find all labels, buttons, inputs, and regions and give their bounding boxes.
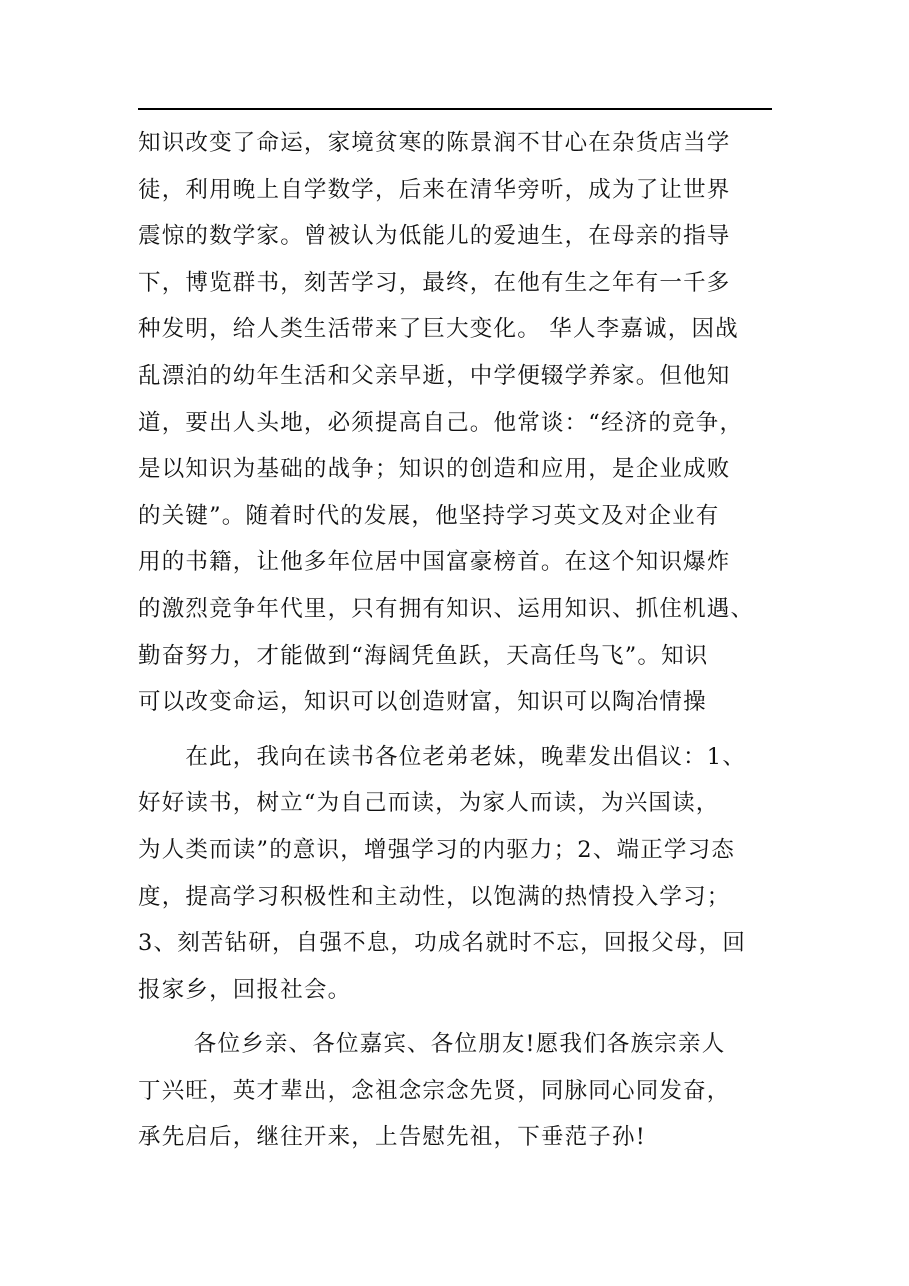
text-line: 的关键”。随着时代的发展，他坚持学习英文及对企业有 bbox=[138, 502, 720, 529]
text-line: 乱漂泊的幼年生活和父亲早逝，中学便辍学养家。但他知 bbox=[138, 362, 731, 389]
text-line: 为人类而读”的意识，增强学习的内驱力；2、端正学习态 bbox=[138, 836, 736, 863]
text-line: 道，要出人头地，必须提高自己。他常谈：“经济的竞争， bbox=[138, 409, 744, 436]
text-line: 知识改变了命运，家境贫寒的陈景润不甘心在杂货店当学 bbox=[138, 130, 731, 156]
text-line: 丁兴旺，英才辈出，念祖念宗念先贤，同脉同心同发奋， bbox=[138, 1077, 731, 1104]
text-line: 是以知识为基础的战争；知识的创造和应用，是企业成败 bbox=[138, 456, 731, 483]
text-line: 徒，利用晚上自学数学，后来在清华旁听，成为了让世界 bbox=[138, 176, 731, 203]
paragraph-spacer bbox=[138, 1013, 772, 1021]
text-line: 在此，我向在读书各位老弟老妹，晚辈发出倡议：1、 bbox=[138, 743, 747, 770]
text-line: 勤奋努力，才能做到“海阔凭鱼跃，天高任鸟飞”。知识 bbox=[138, 642, 709, 669]
text-line: 报家乡，回报社会。 bbox=[138, 976, 352, 1003]
paragraph-spacer bbox=[138, 726, 772, 734]
text-line: 种发明，给人类生活带来了巨大变化。 华人李嘉诚，因战 bbox=[138, 316, 739, 343]
paragraph-closing-wishes bbox=[138, 1021, 772, 1161]
text-line: 度，提高学习积极性和主动性，以饱满的热情投入学习； bbox=[138, 883, 731, 910]
text-line: 可以改变命运，知识可以创造财富，知识可以陶冶情操 bbox=[138, 689, 707, 716]
text-line: 用的书籍，让他多年位居中国富豪榜首。在这个知识爆炸 bbox=[138, 549, 731, 576]
text-line: 好好读书，树立“为自己而读，为家人而读，为兴国读， bbox=[138, 790, 720, 817]
text-line: 承先启后，继往开来，上告慰先祖，下垂范子孙! bbox=[138, 1124, 646, 1151]
paragraph-proposal bbox=[138, 734, 772, 1014]
text-line: 各位乡亲、各位嘉宾、各位朋友!愿我们各族宗亲人 bbox=[138, 1031, 726, 1058]
document-body bbox=[138, 120, 772, 1161]
text-line: 下，博览群书，刻苦学习，最终，在他有生之年有一千多 bbox=[138, 269, 731, 296]
paragraph-knowledge-changes-fate bbox=[138, 120, 772, 726]
header-rule bbox=[138, 108, 772, 110]
text-line: 震惊的数学家。曾被认为低能儿的爱迪生，在母亲的指导 bbox=[138, 223, 731, 250]
text-line: 的激烈竞争年代里，只有拥有知识、运用知识、抓住机遇、 bbox=[138, 595, 755, 622]
text-line: 3、刻苦钻研，自强不息，功成名就时不忘，回报父母，回 bbox=[138, 930, 747, 957]
